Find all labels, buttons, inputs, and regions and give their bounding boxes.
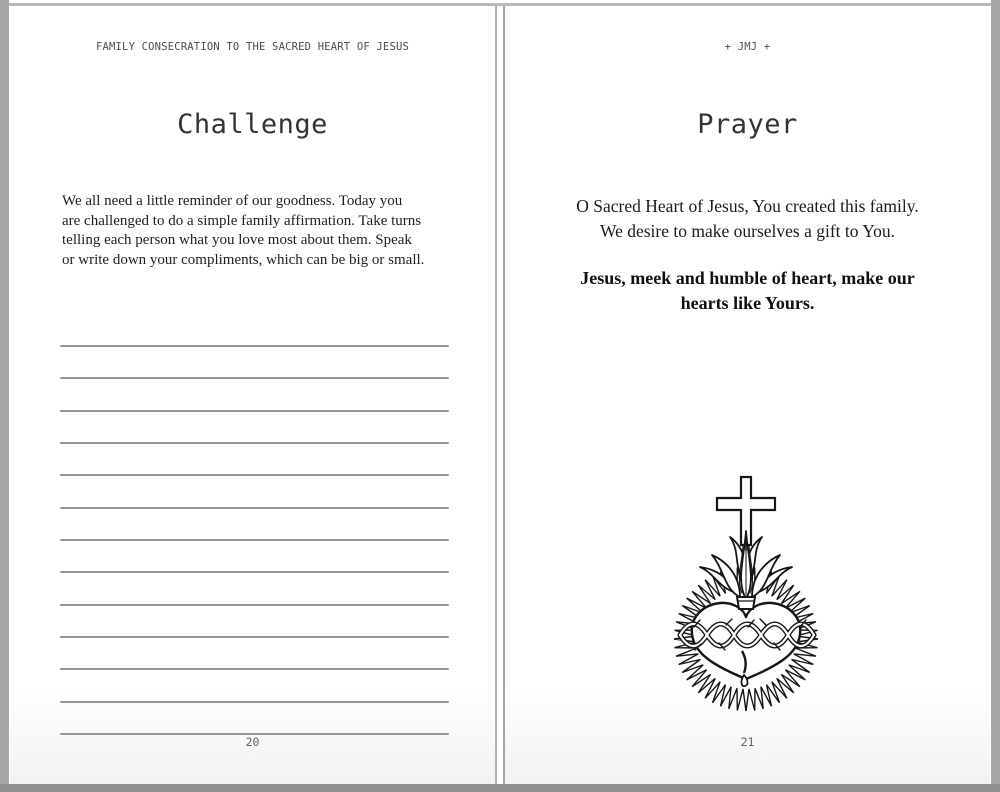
prayer-emphasis bbox=[505, 266, 990, 316]
ruled-line bbox=[60, 377, 449, 379]
ruled-line bbox=[60, 345, 449, 347]
ruled-line bbox=[60, 571, 449, 573]
body-line: or write down your compliments, which can be big or small. bbox=[62, 251, 425, 268]
right-running-head: + JMJ + bbox=[724, 41, 771, 53]
ruled-line bbox=[60, 507, 449, 509]
ruled-line bbox=[60, 474, 449, 476]
right-page bbox=[503, 6, 990, 784]
prayer-line: We desire to make ourselves a gift to You. bbox=[599, 221, 896, 241]
body-line: telling each person what you love most about them. Speak bbox=[62, 232, 412, 249]
left-page bbox=[10, 6, 497, 784]
left-page-title: Challenge bbox=[177, 109, 328, 140]
body-line: We all need a little reminder of our goodness. Today you bbox=[62, 193, 403, 209]
prayer-line: O Sacred Heart of Jesus, You created this family. bbox=[576, 196, 919, 216]
ruled-lines bbox=[60, 345, 449, 745]
flame-collar-icon bbox=[737, 597, 755, 609]
ruled-line bbox=[60, 604, 449, 606]
right-page-title: Prayer bbox=[697, 109, 798, 140]
prayer-emphasis-line: hearts like Yours. bbox=[680, 293, 815, 313]
ruled-line bbox=[60, 442, 449, 444]
body-line: are challenged to do a simple family affirmation. Take turns bbox=[62, 212, 422, 229]
frame-left-edge bbox=[0, 0, 9, 792]
frame-bottom-edge bbox=[0, 784, 1000, 792]
left-page-number: 20 bbox=[245, 735, 260, 749]
ruled-line bbox=[60, 701, 449, 703]
sacred-heart-illustration bbox=[656, 467, 836, 717]
ruled-line bbox=[60, 410, 449, 412]
challenge-body bbox=[62, 192, 462, 270]
sacred-heart-svg bbox=[656, 467, 836, 717]
prayer-body bbox=[505, 194, 990, 244]
ruled-line bbox=[60, 636, 449, 638]
left-running-head: FAMILY CONSECRATION TO THE SACRED HEART OF JESUS bbox=[95, 41, 410, 53]
ruled-line bbox=[60, 539, 449, 541]
prayer-emphasis-line: Jesus, meek and humble of heart, make our bbox=[580, 268, 915, 288]
right-page-number: 21 bbox=[740, 735, 755, 749]
frame-right-edge bbox=[991, 0, 1000, 792]
ruled-line bbox=[60, 668, 449, 670]
